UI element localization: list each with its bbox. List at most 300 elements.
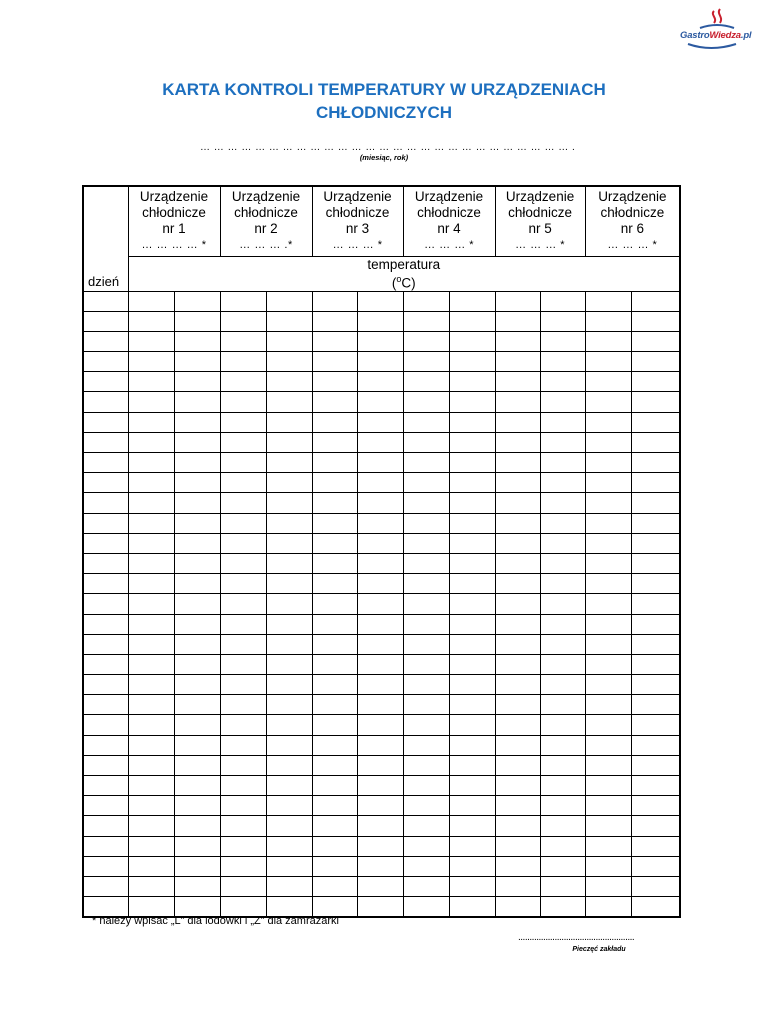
temperature-cell[interactable] — [312, 614, 357, 634]
temperature-cell[interactable] — [449, 473, 495, 493]
temperature-cell[interactable] — [495, 715, 540, 735]
temperature-cell[interactable] — [585, 614, 631, 634]
temperature-cell[interactable] — [128, 372, 174, 392]
temperature-cell[interactable] — [631, 715, 680, 735]
temperature-cell[interactable] — [403, 513, 449, 533]
temperature-cell[interactable] — [357, 331, 403, 351]
temperature-cell[interactable] — [403, 776, 449, 796]
temperature-cell[interactable] — [174, 654, 220, 674]
temperature-cell[interactable] — [357, 634, 403, 654]
temperature-cell[interactable] — [128, 453, 174, 473]
day-cell[interactable] — [83, 836, 128, 856]
temperature-cell[interactable] — [220, 352, 266, 372]
temperature-cell[interactable] — [585, 392, 631, 412]
temperature-cell[interactable] — [266, 594, 312, 614]
temperature-cell[interactable] — [312, 735, 357, 755]
temperature-cell[interactable] — [540, 352, 585, 372]
temperature-cell[interactable] — [357, 432, 403, 452]
temperature-cell[interactable] — [128, 715, 174, 735]
temperature-cell[interactable] — [540, 796, 585, 816]
temperature-cell[interactable] — [585, 553, 631, 573]
temperature-cell[interactable] — [128, 876, 174, 896]
temperature-cell[interactable] — [495, 796, 540, 816]
temperature-cell[interactable] — [403, 836, 449, 856]
temperature-cell[interactable] — [449, 574, 495, 594]
temperature-cell[interactable] — [312, 654, 357, 674]
temperature-cell[interactable] — [174, 594, 220, 614]
temperature-cell[interactable] — [631, 897, 680, 918]
temperature-cell[interactable] — [312, 856, 357, 876]
temperature-cell[interactable] — [495, 311, 540, 331]
temperature-cell[interactable] — [357, 796, 403, 816]
temperature-cell[interactable] — [357, 836, 403, 856]
day-cell[interactable] — [83, 715, 128, 735]
temperature-cell[interactable] — [540, 735, 585, 755]
temperature-cell[interactable] — [174, 796, 220, 816]
temperature-cell[interactable] — [312, 776, 357, 796]
temperature-cell[interactable] — [631, 695, 680, 715]
temperature-cell[interactable] — [128, 291, 174, 311]
day-cell[interactable] — [83, 755, 128, 775]
device-type-field-3[interactable]: … … … * — [332, 239, 383, 251]
temperature-cell[interactable] — [449, 493, 495, 513]
temperature-cell[interactable] — [495, 735, 540, 755]
temperature-cell[interactable] — [357, 614, 403, 634]
temperature-cell[interactable] — [174, 291, 220, 311]
day-cell[interactable] — [83, 553, 128, 573]
temperature-cell[interactable] — [495, 513, 540, 533]
temperature-cell[interactable] — [449, 614, 495, 634]
temperature-cell[interactable] — [357, 574, 403, 594]
temperature-cell[interactable] — [220, 453, 266, 473]
temperature-cell[interactable] — [312, 836, 357, 856]
temperature-cell[interactable] — [540, 311, 585, 331]
temperature-cell[interactable] — [312, 594, 357, 614]
temperature-cell[interactable] — [357, 473, 403, 493]
temperature-cell[interactable] — [403, 574, 449, 594]
temperature-cell[interactable] — [266, 654, 312, 674]
temperature-cell[interactable] — [631, 776, 680, 796]
temperature-cell[interactable] — [540, 897, 585, 918]
temperature-cell[interactable] — [585, 816, 631, 836]
temperature-cell[interactable] — [540, 776, 585, 796]
temperature-cell[interactable] — [220, 715, 266, 735]
temperature-cell[interactable] — [631, 856, 680, 876]
temperature-cell[interactable] — [631, 553, 680, 573]
temperature-cell[interactable] — [174, 352, 220, 372]
temperature-cell[interactable] — [220, 574, 266, 594]
temperature-cell[interactable] — [449, 856, 495, 876]
temperature-cell[interactable] — [631, 392, 680, 412]
temperature-cell[interactable] — [174, 412, 220, 432]
temperature-cell[interactable] — [540, 432, 585, 452]
temperature-cell[interactable] — [266, 372, 312, 392]
temperature-cell[interactable] — [266, 755, 312, 775]
temperature-cell[interactable] — [585, 493, 631, 513]
temperature-cell[interactable] — [266, 513, 312, 533]
temperature-cell[interactable] — [449, 776, 495, 796]
temperature-cell[interactable] — [585, 796, 631, 816]
temperature-cell[interactable] — [220, 654, 266, 674]
temperature-cell[interactable] — [266, 816, 312, 836]
day-cell[interactable] — [83, 735, 128, 755]
temperature-cell[interactable] — [631, 432, 680, 452]
device-type-field-1[interactable]: … … … … * — [141, 239, 207, 251]
temperature-cell[interactable] — [174, 735, 220, 755]
temperature-cell[interactable] — [449, 654, 495, 674]
temperature-cell[interactable] — [495, 897, 540, 918]
day-cell[interactable] — [83, 816, 128, 836]
temperature-cell[interactable] — [128, 392, 174, 412]
temperature-cell[interactable] — [449, 331, 495, 351]
temperature-cell[interactable] — [220, 473, 266, 493]
temperature-cell[interactable] — [631, 331, 680, 351]
temperature-cell[interactable] — [220, 735, 266, 755]
temperature-cell[interactable] — [495, 372, 540, 392]
temperature-cell[interactable] — [266, 735, 312, 755]
temperature-cell[interactable] — [631, 796, 680, 816]
temperature-cell[interactable] — [357, 735, 403, 755]
temperature-cell[interactable] — [631, 735, 680, 755]
temperature-cell[interactable] — [540, 453, 585, 473]
temperature-cell[interactable] — [357, 412, 403, 432]
temperature-cell[interactable] — [312, 513, 357, 533]
temperature-cell[interactable] — [174, 695, 220, 715]
temperature-cell[interactable] — [540, 614, 585, 634]
temperature-cell[interactable] — [540, 675, 585, 695]
temperature-cell[interactable] — [128, 675, 174, 695]
temperature-cell[interactable] — [585, 856, 631, 876]
temperature-cell[interactable] — [357, 816, 403, 836]
temperature-cell[interactable] — [128, 533, 174, 553]
temperature-cell[interactable] — [266, 776, 312, 796]
temperature-cell[interactable] — [495, 836, 540, 856]
day-cell[interactable] — [83, 695, 128, 715]
temperature-cell[interactable] — [312, 816, 357, 836]
temperature-cell[interactable] — [585, 634, 631, 654]
temperature-cell[interactable] — [540, 755, 585, 775]
temperature-cell[interactable] — [312, 553, 357, 573]
temperature-cell[interactable] — [540, 392, 585, 412]
temperature-cell[interactable] — [174, 392, 220, 412]
temperature-cell[interactable] — [403, 856, 449, 876]
day-cell[interactable] — [83, 432, 128, 452]
temperature-cell[interactable] — [449, 695, 495, 715]
temperature-cell[interactable] — [220, 533, 266, 553]
temperature-cell[interactable] — [312, 453, 357, 473]
temperature-cell[interactable] — [174, 574, 220, 594]
temperature-cell[interactable] — [128, 776, 174, 796]
temperature-cell[interactable] — [449, 634, 495, 654]
temperature-cell[interactable] — [174, 311, 220, 331]
temperature-cell[interactable] — [174, 856, 220, 876]
temperature-cell[interactable] — [312, 675, 357, 695]
temperature-cell[interactable] — [540, 876, 585, 896]
temperature-cell[interactable] — [128, 553, 174, 573]
temperature-cell[interactable] — [495, 856, 540, 876]
day-cell[interactable] — [83, 372, 128, 392]
temperature-cell[interactable] — [220, 695, 266, 715]
temperature-cell[interactable] — [266, 695, 312, 715]
temperature-cell[interactable] — [585, 453, 631, 473]
temperature-cell[interactable] — [220, 311, 266, 331]
temperature-cell[interactable] — [585, 513, 631, 533]
temperature-cell[interactable] — [631, 654, 680, 674]
temperature-cell[interactable] — [631, 836, 680, 856]
temperature-cell[interactable] — [585, 412, 631, 432]
day-cell[interactable] — [83, 675, 128, 695]
temperature-cell[interactable] — [266, 836, 312, 856]
temperature-cell[interactable] — [357, 675, 403, 695]
temperature-cell[interactable] — [174, 816, 220, 836]
temperature-cell[interactable] — [220, 372, 266, 392]
day-cell[interactable] — [83, 634, 128, 654]
temperature-cell[interactable] — [585, 473, 631, 493]
temperature-cell[interactable] — [357, 533, 403, 553]
temperature-cell[interactable] — [312, 634, 357, 654]
day-cell[interactable] — [83, 473, 128, 493]
temperature-cell[interactable] — [128, 796, 174, 816]
temperature-cell[interactable] — [540, 654, 585, 674]
temperature-cell[interactable] — [540, 412, 585, 432]
temperature-cell[interactable] — [220, 493, 266, 513]
stamp-field[interactable]: ................................................... — [518, 932, 635, 943]
temperature-cell[interactable] — [540, 372, 585, 392]
day-cell[interactable] — [83, 574, 128, 594]
temperature-cell[interactable] — [403, 816, 449, 836]
day-cell[interactable] — [83, 513, 128, 533]
temperature-cell[interactable] — [631, 412, 680, 432]
temperature-cell[interactable] — [357, 291, 403, 311]
temperature-cell[interactable] — [174, 493, 220, 513]
temperature-cell[interactable] — [266, 352, 312, 372]
temperature-cell[interactable] — [449, 715, 495, 735]
temperature-cell[interactable] — [631, 493, 680, 513]
temperature-cell[interactable] — [495, 776, 540, 796]
temperature-cell[interactable] — [174, 755, 220, 775]
temperature-cell[interactable] — [631, 352, 680, 372]
temperature-cell[interactable] — [495, 392, 540, 412]
temperature-cell[interactable] — [403, 735, 449, 755]
temperature-cell[interactable] — [357, 372, 403, 392]
temperature-cell[interactable] — [585, 654, 631, 674]
temperature-cell[interactable] — [403, 493, 449, 513]
temperature-cell[interactable] — [220, 755, 266, 775]
temperature-cell[interactable] — [495, 675, 540, 695]
temperature-cell[interactable] — [312, 533, 357, 553]
day-cell[interactable] — [83, 311, 128, 331]
temperature-cell[interactable] — [495, 876, 540, 896]
day-cell[interactable] — [83, 796, 128, 816]
temperature-cell[interactable] — [312, 331, 357, 351]
temperature-cell[interactable] — [266, 553, 312, 573]
temperature-cell[interactable] — [266, 392, 312, 412]
temperature-cell[interactable] — [540, 856, 585, 876]
temperature-cell[interactable] — [585, 594, 631, 614]
day-cell[interactable] — [83, 654, 128, 674]
temperature-cell[interactable] — [174, 432, 220, 452]
temperature-cell[interactable] — [495, 291, 540, 311]
temperature-cell[interactable] — [220, 594, 266, 614]
temperature-cell[interactable] — [495, 432, 540, 452]
temperature-cell[interactable] — [220, 634, 266, 654]
day-cell[interactable] — [83, 776, 128, 796]
temperature-cell[interactable] — [312, 695, 357, 715]
temperature-cell[interactable] — [128, 311, 174, 331]
temperature-cell[interactable] — [449, 311, 495, 331]
temperature-cell[interactable] — [540, 513, 585, 533]
temperature-cell[interactable] — [540, 594, 585, 614]
temperature-cell[interactable] — [449, 553, 495, 573]
temperature-cell[interactable] — [128, 331, 174, 351]
temperature-cell[interactable] — [631, 372, 680, 392]
temperature-cell[interactable] — [128, 856, 174, 876]
temperature-cell[interactable] — [174, 876, 220, 896]
temperature-cell[interactable] — [357, 513, 403, 533]
temperature-cell[interactable] — [585, 533, 631, 553]
temperature-cell[interactable] — [357, 856, 403, 876]
temperature-cell[interactable] — [495, 594, 540, 614]
temperature-cell[interactable] — [403, 331, 449, 351]
temperature-cell[interactable] — [585, 675, 631, 695]
temperature-cell[interactable] — [266, 493, 312, 513]
temperature-cell[interactable] — [220, 412, 266, 432]
temperature-cell[interactable] — [220, 614, 266, 634]
temperature-cell[interactable] — [174, 473, 220, 493]
temperature-cell[interactable] — [449, 735, 495, 755]
temperature-cell[interactable] — [174, 614, 220, 634]
temperature-cell[interactable] — [449, 352, 495, 372]
temperature-cell[interactable] — [312, 291, 357, 311]
temperature-cell[interactable] — [540, 715, 585, 735]
temperature-cell[interactable] — [128, 513, 174, 533]
temperature-cell[interactable] — [128, 594, 174, 614]
temperature-cell[interactable] — [128, 634, 174, 654]
temperature-cell[interactable] — [403, 695, 449, 715]
temperature-cell[interactable] — [266, 412, 312, 432]
device-type-field-2[interactable]: … … … .* — [239, 239, 293, 251]
temperature-cell[interactable] — [266, 675, 312, 695]
day-cell[interactable] — [83, 614, 128, 634]
temperature-cell[interactable] — [312, 755, 357, 775]
temperature-cell[interactable] — [449, 412, 495, 432]
temperature-cell[interactable] — [631, 614, 680, 634]
temperature-cell[interactable] — [403, 352, 449, 372]
temperature-cell[interactable] — [495, 453, 540, 473]
temperature-cell[interactable] — [128, 755, 174, 775]
temperature-cell[interactable] — [266, 311, 312, 331]
month-year-field[interactable]: … … … … … … … … … … … … … … … … … … … … … … … … … … … . — [200, 142, 576, 153]
temperature-cell[interactable] — [357, 553, 403, 573]
temperature-cell[interactable] — [220, 291, 266, 311]
temperature-cell[interactable] — [220, 776, 266, 796]
temperature-cell[interactable] — [128, 574, 174, 594]
temperature-cell[interactable] — [540, 816, 585, 836]
temperature-cell[interactable] — [403, 594, 449, 614]
temperature-cell[interactable] — [631, 876, 680, 896]
temperature-cell[interactable] — [585, 755, 631, 775]
temperature-cell[interactable] — [495, 352, 540, 372]
temperature-cell[interactable] — [312, 796, 357, 816]
temperature-cell[interactable] — [357, 311, 403, 331]
temperature-cell[interactable] — [128, 614, 174, 634]
temperature-cell[interactable] — [449, 392, 495, 412]
temperature-cell[interactable] — [220, 432, 266, 452]
temperature-cell[interactable] — [449, 675, 495, 695]
temperature-cell[interactable] — [312, 473, 357, 493]
temperature-cell[interactable] — [449, 897, 495, 918]
temperature-cell[interactable] — [266, 634, 312, 654]
day-cell[interactable] — [83, 876, 128, 896]
temperature-cell[interactable] — [403, 614, 449, 634]
temperature-cell[interactable] — [585, 836, 631, 856]
temperature-cell[interactable] — [495, 816, 540, 836]
temperature-cell[interactable] — [403, 473, 449, 493]
temperature-cell[interactable] — [266, 574, 312, 594]
temperature-cell[interactable] — [312, 876, 357, 896]
temperature-cell[interactable] — [220, 392, 266, 412]
temperature-cell[interactable] — [585, 715, 631, 735]
device-type-field-4[interactable]: … … … * — [424, 239, 475, 251]
temperature-cell[interactable] — [540, 473, 585, 493]
temperature-cell[interactable] — [403, 654, 449, 674]
temperature-cell[interactable] — [403, 533, 449, 553]
temperature-cell[interactable] — [495, 695, 540, 715]
temperature-cell[interactable] — [357, 392, 403, 412]
temperature-cell[interactable] — [495, 755, 540, 775]
day-cell[interactable] — [83, 453, 128, 473]
temperature-cell[interactable] — [357, 897, 403, 918]
temperature-cell[interactable] — [495, 493, 540, 513]
temperature-cell[interactable] — [585, 695, 631, 715]
temperature-cell[interactable] — [495, 331, 540, 351]
temperature-cell[interactable] — [403, 553, 449, 573]
device-type-field-6[interactable]: … … … * — [607, 239, 658, 251]
temperature-cell[interactable] — [585, 311, 631, 331]
temperature-cell[interactable] — [266, 331, 312, 351]
temperature-cell[interactable] — [220, 675, 266, 695]
temperature-cell[interactable] — [174, 372, 220, 392]
temperature-cell[interactable] — [312, 352, 357, 372]
temperature-cell[interactable] — [128, 493, 174, 513]
temperature-cell[interactable] — [403, 876, 449, 896]
temperature-cell[interactable] — [631, 816, 680, 836]
temperature-cell[interactable] — [312, 311, 357, 331]
temperature-cell[interactable] — [540, 533, 585, 553]
temperature-cell[interactable] — [128, 816, 174, 836]
temperature-cell[interactable] — [220, 513, 266, 533]
temperature-cell[interactable] — [449, 513, 495, 533]
temperature-cell[interactable] — [312, 432, 357, 452]
temperature-cell[interactable] — [403, 755, 449, 775]
temperature-cell[interactable] — [631, 311, 680, 331]
temperature-cell[interactable] — [357, 755, 403, 775]
temperature-cell[interactable] — [585, 291, 631, 311]
temperature-cell[interactable] — [266, 432, 312, 452]
temperature-cell[interactable] — [631, 291, 680, 311]
temperature-cell[interactable] — [631, 594, 680, 614]
temperature-cell[interactable] — [540, 695, 585, 715]
temperature-cell[interactable] — [220, 553, 266, 573]
temperature-cell[interactable] — [403, 897, 449, 918]
device-type-field-5[interactable]: … … … * — [515, 239, 566, 251]
temperature-cell[interactable] — [585, 574, 631, 594]
temperature-cell[interactable] — [174, 533, 220, 553]
temperature-cell[interactable] — [357, 493, 403, 513]
temperature-cell[interactable] — [449, 432, 495, 452]
temperature-cell[interactable] — [128, 412, 174, 432]
temperature-cell[interactable] — [631, 453, 680, 473]
